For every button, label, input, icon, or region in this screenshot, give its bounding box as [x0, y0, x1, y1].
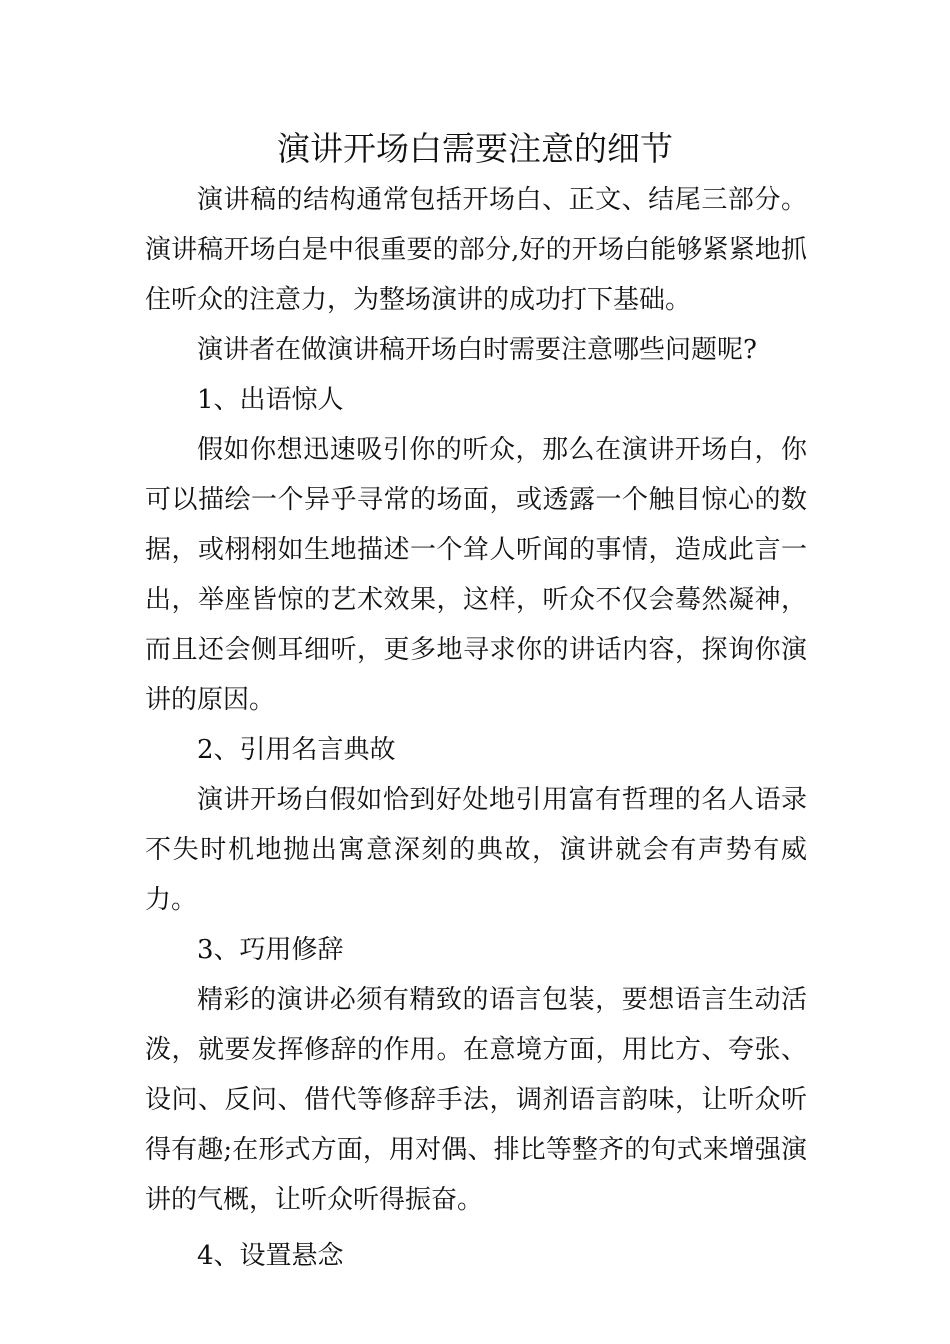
section-heading-1: 1、出语惊人 [197, 385, 344, 415]
section-heading-3: 3、巧用修辞 [197, 935, 344, 965]
paragraph-section-3: 精彩的演讲必须有精致的语言包装，要想语言生动活泼，就要发挥修辞的作用。在意境方面，用比方、夸张、设问、反问、借代等修辞手法，调剂语言韵味，让听众听得有趣;在形式方面，用对偶、排比等整齐的句式来增强演讲的气概，让听众听得振奋。 [145, 985, 807, 1215]
paragraph-section-1: 假如你想迅速吸引你的听众，那么在演讲开场白，你可以描绘一个异乎寻常的场面，或透露一个触目惊心的数据，或栩栩如生地描述一个耸人听闻的事情，造成此言一出，举座皆惊的艺术效果，这样，听众不仅会蓦然凝神，而且还会侧耳细听，更多地寻求你的讲话内容，探询你演讲的原因。 [145, 435, 807, 715]
paragraph-intro: 演讲稿的结构通常包括开场白、正文、结尾三部分。演讲稿开场白是中很重要的部分,好的开场白能够紧紧地抓住听众的注意力，为整场演讲的成功打下基础。 [145, 185, 807, 315]
section-heading-4: 4、设置悬念 [197, 1241, 344, 1271]
paragraph-question: 演讲者在做演讲稿开场白时需要注意哪些问题呢? [197, 335, 757, 365]
document-body [145, 175, 807, 1281]
section-heading-2: 2、引用名言典故 [197, 735, 396, 765]
paragraph-section-2: 演讲开场白假如恰到好处地引用富有哲理的名人语录不失时机地抛出寓意深刻的典故，演讲就会有声势有威力。 [145, 785, 807, 915]
document-title: 演讲开场白需要注意的细节 [277, 129, 673, 168]
